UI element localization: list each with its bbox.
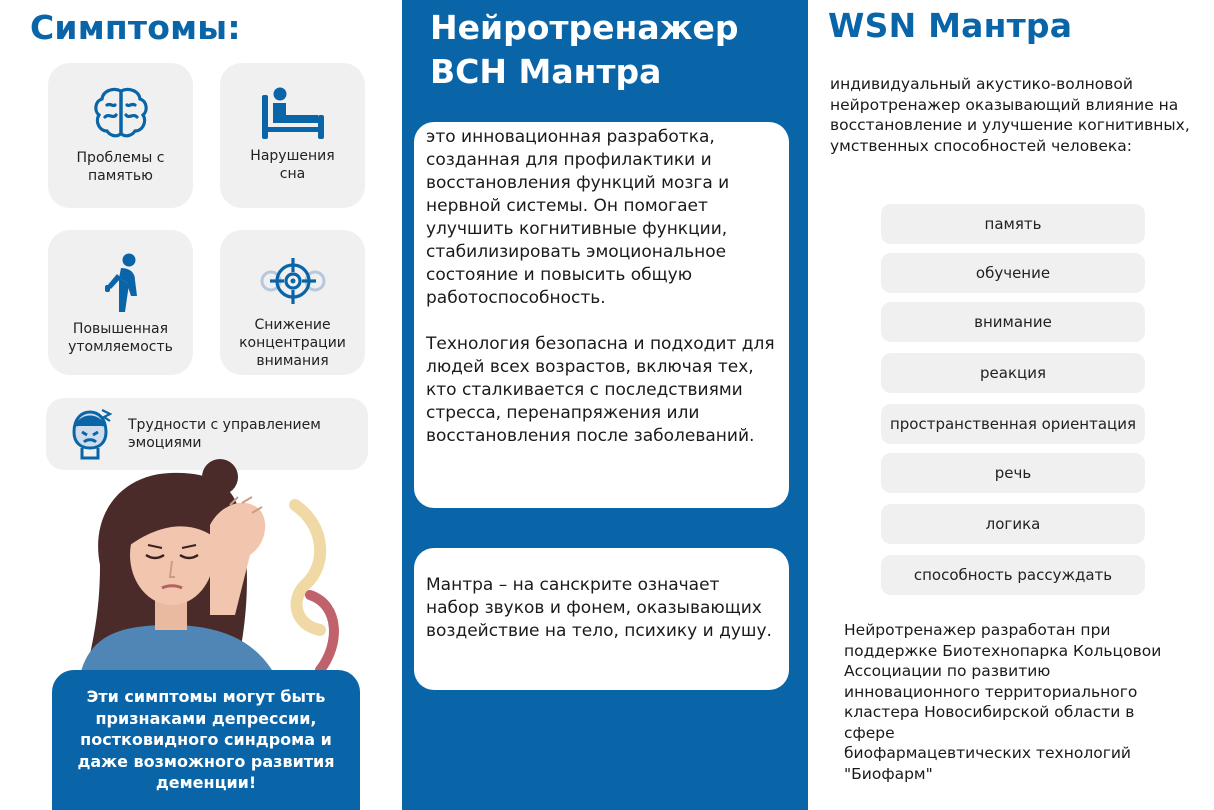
symptom-concentration-label: Снижение концентрации внимания (239, 317, 346, 369)
benefit-pill-attention: внимание (881, 302, 1145, 342)
description-paragraph-1: это инновационная разработка, созданная для профилактики и восстановления функций мозга и нервной системы. Он помогает улучшить когнитивные функции, стабилизировать эмоциональное состояние и повысить общую работоспособность. (426, 127, 730, 308)
symptom-emotions-label: Трудности с управлением эмоциями (128, 417, 321, 451)
wsn-mantra-intro: индивидуальный акустико-волновой нейротренажер оказывающий влияние на восстановление и улучшение когнитивных, умственных способностей человека: (830, 75, 1190, 155)
wsn-mantra-title: WSN Мантра (828, 6, 1073, 45)
mantra-definition-text: Мантра – на санскрите означает набор звуков и фонем, оказывающих воздействие на тело, психику и душу. (426, 575, 772, 641)
support-statement: Нейротренажер разработан при поддержке Биотехнопарка Кольцовои Ассоциации по развитию инновационного территориального кластера Новосибирской области в сфере биофармацевтических технологий "Биофарм" (844, 621, 1162, 783)
benefit-pill-learning: обучение (881, 253, 1145, 293)
symptom-memory-label: Проблемы с памятью (76, 150, 165, 184)
stressed-face-icon (68, 408, 112, 460)
target-icon (257, 250, 329, 312)
symptom-concentration (220, 230, 365, 375)
symptom-fatigue (48, 230, 193, 375)
woman-headache-illustration (60, 455, 360, 675)
benefit-pill-reasoning: способность рассуждать (881, 555, 1145, 595)
benefit-pill-speech: речь (881, 453, 1145, 493)
benefit-pill-reaction: реакция (881, 353, 1145, 393)
symptom-fatigue-label: Повышенная утомляемость (68, 321, 173, 355)
bed-icon (260, 85, 326, 141)
benefit-pill-spatial-orientation: пространственная ориентация (881, 404, 1145, 444)
symptom-sleep-label: Нарушения сна (250, 148, 335, 182)
neurotrainer-title-line1: Нейротренажер (430, 8, 739, 47)
description-paragraph-2: Технология безопасна и подходит для людей всех возрастов, включая тех, кто сталкивается с последствиями стресса, перенапряжения или восстановления после заболеваний. (426, 334, 775, 446)
symptom-sleep (220, 63, 365, 208)
symptom-memory (48, 63, 193, 208)
mantra-definition-card (414, 548, 789, 690)
tired-person-icon (91, 250, 151, 314)
brain-icon (91, 83, 151, 143)
neurotrainer-title-line2: ВСН Мантра (430, 52, 662, 91)
benefit-pill-logic: логика (881, 504, 1145, 544)
symptoms-title: Симптомы: (30, 8, 241, 47)
benefit-pill-memory: память (881, 204, 1145, 244)
description-card (414, 122, 789, 508)
symptoms-column (0, 0, 402, 810)
symptoms-warning-box: Эти симптомы могут быть признаками депрессии, постковидного синдрома и даже возможного развития деменции! (52, 670, 360, 810)
